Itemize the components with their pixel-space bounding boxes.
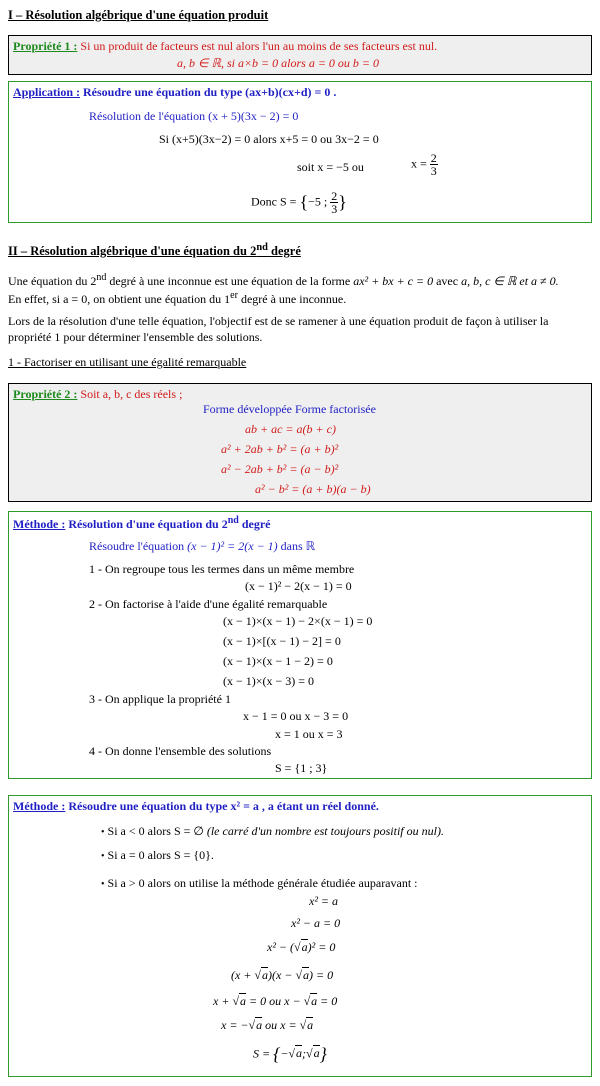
method-2-bullet-3: • Si a > 0 alors on utilise la méthode générale étudiée auparavant :: [101, 876, 418, 890]
application-label: Application :: [13, 85, 81, 99]
method-1-eq-3: (x − 1)×[(x − 1) − 2] = 0: [223, 634, 341, 648]
method-1-label: Méthode :: [13, 517, 66, 531]
section-1-title: I – Résolution algébrique d'une équation produit: [8, 8, 269, 22]
method-2-eq-6: x = −√a ou x = √a: [221, 1018, 314, 1032]
method-1-step-1: 1 - On regroupe tous les termes dans un même membre: [89, 562, 355, 576]
method-1-step-4: 4 - On donne l'ensemble des solutions: [89, 744, 272, 758]
method-1-text: Résolution d'une équation du 2nd degré: [65, 515, 271, 531]
application-text: Résoudre une équation du type (ax+b)(cx+d) = 0 .: [80, 85, 337, 99]
method-1-eq-5: (x − 1)×(x − 3) = 0: [223, 674, 315, 688]
property-1-text: Si un produit de facteurs est nul alors l'un au moins de ses facteurs est nul.: [77, 39, 438, 53]
property-1-label: Propriété 1 :: [13, 39, 78, 53]
property-2-header: Forme développée Forme factorisée: [203, 402, 376, 416]
method-2-eq-1: x² = a: [309, 894, 339, 908]
method-2-eq-2: x² − a = 0: [291, 916, 341, 930]
method-1-eq-8: S = {1 ; 3}: [275, 761, 328, 775]
application-line-1: Résolution de l'équation (x + 5)(3x − 2) = 0: [89, 109, 299, 123]
method-2-eq-5: x + √a = 0 ou x − √a = 0: [213, 994, 338, 1008]
section-2-title: II – Résolution algébrique d'une équation du 2nd degré: [8, 242, 301, 259]
method-1-eq-2: (x − 1)×(x − 1) − 2×(x − 1) = 0: [223, 614, 373, 628]
method-2-bullet-2: • Si a = 0 alors S = {0}.: [101, 848, 214, 862]
property-2-box: [8, 383, 592, 502]
paragraph-3: Lors de la résolution d'une telle équation, l'objectif est de se ramener à une équation produit de façon à utiliser la: [8, 314, 549, 328]
paragraph-2: En effet, si a = 0, on obtient une équation du 1er degré à une inconnue.: [8, 290, 347, 306]
application-line-3b: x = $\frac{2}{3}$: [411, 151, 437, 178]
property-2-line-3: a² − 2ab + b² = (a − b)²: [221, 462, 339, 476]
paragraph-4: propriété 1 pour déterminer l'ensemble des solutions.: [8, 330, 263, 344]
method-2-box: [8, 795, 592, 1077]
paragraph-1: Une équation du 2nd degré à une inconnue est une équation de la forme ax² + bx + c = 0 avec a, b, c ∈ ℝ et a ≠ 0.: [8, 272, 559, 288]
method-2-bullet-1: • Si a < 0 alors S = ∅ (le carré d'un nombre est toujours positif ou nul).: [101, 824, 444, 838]
method-1-step-3: 3 - On applique la propriété 1: [89, 692, 231, 706]
method-2-text: Résoudre une équation du type x² = a , a étant un réel donné.: [65, 799, 379, 813]
property-1-box: [8, 35, 592, 75]
method-1-statement: Résoudre l'équation (x − 1)² = 2(x − 1) dans ℝ: [89, 539, 316, 553]
method-2-eq-7: S = {−√a;√a}: [253, 1044, 327, 1064]
method-1-eq-6: x − 1 = 0 ou x − 3 = 0: [243, 709, 349, 723]
method-1-eq-4: (x − 1)×(x − 1 − 2) = 0: [223, 654, 333, 668]
method-2-eq-4: (x + √a)(x − √a) = 0: [231, 968, 334, 982]
method-2-eq-3: x² − (√a)² = 0: [267, 940, 336, 954]
application-line-2: Si (x+5)(3x−2) = 0 alors x+5 = 0 ou 3x−2 = 0: [159, 132, 379, 146]
method-2-label: Méthode :: [13, 799, 66, 813]
method-1-eq-1: (x − 1)² − 2(x − 1) = 0: [245, 579, 352, 593]
property-2-line-2: a² + 2ab + b² = (a + b)²: [221, 442, 339, 456]
application-line-4: Donc S = {−5 ; $\frac{2}{3}$ }: [251, 189, 347, 216]
application-box: [8, 81, 592, 223]
property-2-text: Soit a, b, c des réels ;: [77, 387, 183, 401]
application-line-3a: soit x = −5 ou: [297, 160, 364, 174]
method-1-box: [8, 511, 592, 779]
method-1-eq-7: x = 1 ou x = 3: [275, 727, 343, 741]
method-1-step-2: 2 - On factorise à l'aide d'une égalité remarquable: [89, 597, 328, 611]
property-2-label: Propriété 2 :: [13, 387, 78, 401]
property-1-formula: a, b ∈ ℝ, si a×b = 0 alors a = 0 ou b = 0: [177, 56, 380, 70]
property-2-line-4: a² − b² = (a + b)(a − b): [255, 482, 371, 496]
subsection-1-title: 1 - Factoriser en utilisant une égalité remarquable: [8, 355, 247, 369]
property-2-line-1: ab + ac = a(b + c): [245, 422, 336, 436]
